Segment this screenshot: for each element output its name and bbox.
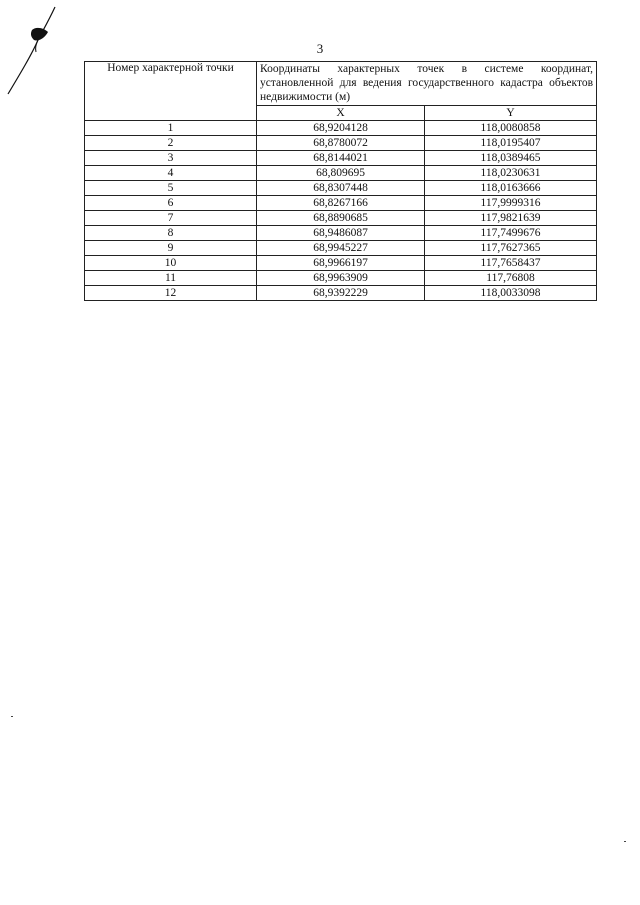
header-coordinates: Координаты характерных точек в системе координат, установленной для ведения государственного кадастра объектов недвижимости (м) bbox=[257, 62, 597, 106]
cell-x: 68,9963909 bbox=[257, 271, 425, 286]
header-y: Y bbox=[425, 106, 597, 121]
cell-x: 68,8144021 bbox=[257, 151, 425, 166]
table-row bbox=[85, 166, 597, 181]
cell-point-number: 2 bbox=[85, 136, 257, 151]
table-row bbox=[85, 256, 597, 271]
header-x: X bbox=[257, 106, 425, 121]
table-row bbox=[85, 196, 597, 211]
cell-y: 118,0230631 bbox=[425, 166, 597, 181]
table-row bbox=[85, 286, 597, 301]
cell-point-number: 10 bbox=[85, 256, 257, 271]
cell-x: 68,9204128 bbox=[257, 121, 425, 136]
table-row bbox=[85, 211, 597, 226]
cell-y: 117,9999316 bbox=[425, 196, 597, 211]
table-body bbox=[85, 121, 597, 301]
table-row bbox=[85, 181, 597, 196]
cell-y: 117,9821639 bbox=[425, 211, 597, 226]
cell-y: 118,0195407 bbox=[425, 136, 597, 151]
cell-point-number: 8 bbox=[85, 226, 257, 241]
table-row bbox=[85, 151, 597, 166]
header-point-number: Номер характерной точки bbox=[85, 62, 257, 121]
cell-y: 118,0033098 bbox=[425, 286, 597, 301]
page-number: 3 bbox=[316, 41, 324, 56]
cell-y: 117,76808 bbox=[425, 271, 597, 286]
cell-y: 117,7627365 bbox=[425, 241, 597, 256]
cell-point-number: 4 bbox=[85, 166, 257, 181]
cell-x: 68,9392229 bbox=[257, 286, 425, 301]
cell-point-number: 12 bbox=[85, 286, 257, 301]
cell-x: 68,809695 bbox=[257, 166, 425, 181]
cell-x: 68,8780072 bbox=[257, 136, 425, 151]
coordinates-table bbox=[84, 61, 597, 301]
table-row bbox=[85, 136, 597, 151]
scan-speck bbox=[11, 716, 13, 717]
cell-point-number: 3 bbox=[85, 151, 257, 166]
cell-point-number: 11 bbox=[85, 271, 257, 286]
cell-x: 68,9486087 bbox=[257, 226, 425, 241]
cell-x: 68,8267166 bbox=[257, 196, 425, 211]
cell-x: 68,9966197 bbox=[257, 256, 425, 271]
scan-speck bbox=[624, 841, 626, 842]
cell-point-number: 5 bbox=[85, 181, 257, 196]
cell-x: 68,8890685 bbox=[257, 211, 425, 226]
table-row bbox=[85, 226, 597, 241]
table-row bbox=[85, 121, 597, 136]
table-row bbox=[85, 271, 597, 286]
cell-x: 68,9945227 bbox=[257, 241, 425, 256]
cell-y: 118,0080858 bbox=[425, 121, 597, 136]
cell-x: 68,8307448 bbox=[257, 181, 425, 196]
table-row bbox=[85, 241, 597, 256]
cell-y: 118,0163666 bbox=[425, 181, 597, 196]
cell-point-number: 7 bbox=[85, 211, 257, 226]
cell-y: 117,7658437 bbox=[425, 256, 597, 271]
cell-y: 118,0389465 bbox=[425, 151, 597, 166]
cell-point-number: 9 bbox=[85, 241, 257, 256]
cell-point-number: 6 bbox=[85, 196, 257, 211]
cell-y: 117,7499676 bbox=[425, 226, 597, 241]
cell-point-number: 1 bbox=[85, 121, 257, 136]
